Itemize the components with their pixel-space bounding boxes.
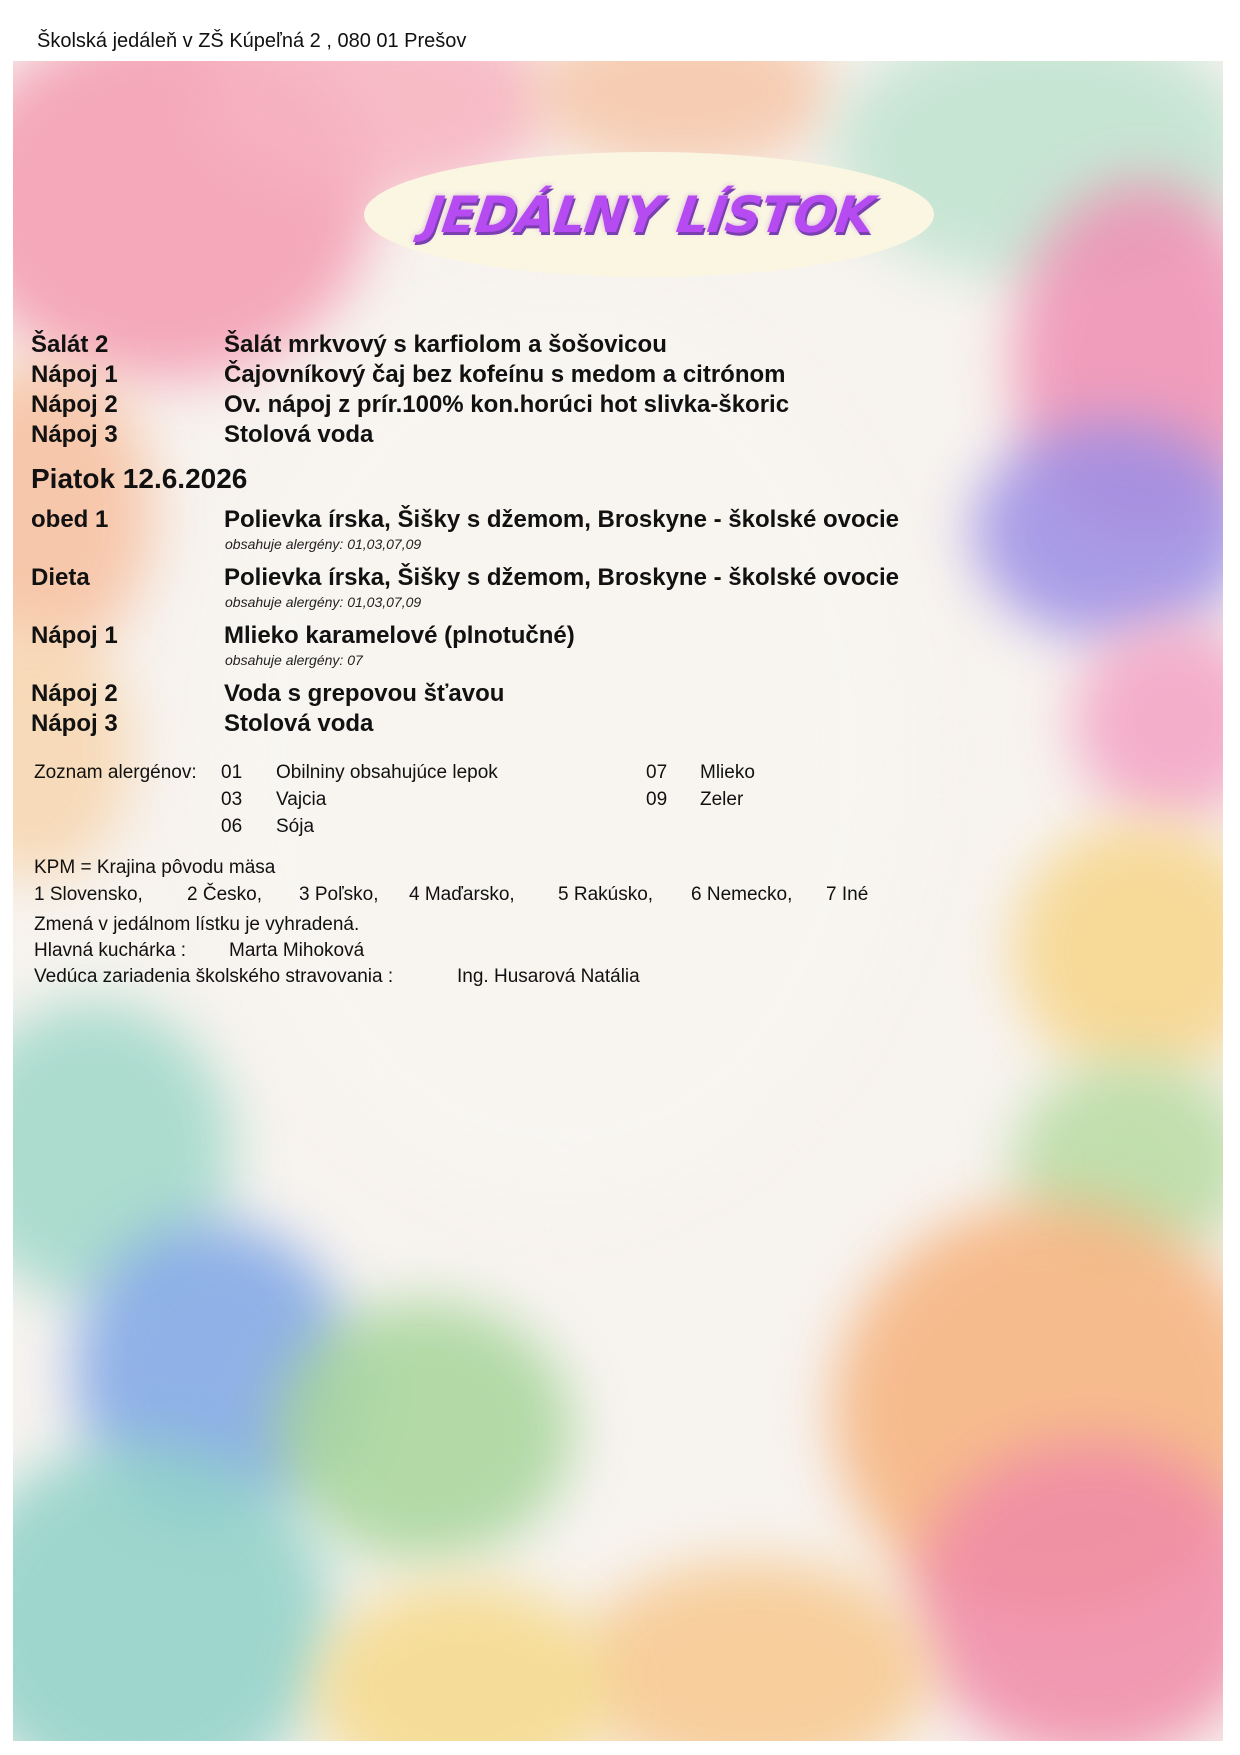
menu-value: Stolová voda [224, 710, 374, 737]
menu-label: Nápoj 2 [31, 680, 118, 707]
allergen-code: 01 [221, 762, 243, 783]
menu-label: Nápoj 2 [31, 391, 118, 418]
kpm-country: 3 Poľsko, [299, 884, 379, 905]
allergen-code: 09 [646, 789, 668, 810]
allergen-code: 03 [221, 789, 243, 810]
menu-value: Mlieko karamelové (plnotučné) [224, 622, 575, 649]
allergen-code: 06 [221, 816, 243, 837]
title-banner [364, 152, 934, 277]
menu-value: Polievka írska, Šišky s džemom, Broskyne - školské ovocie [224, 506, 900, 533]
day-title: Piatok 12.6.2026 [31, 463, 248, 494]
allergen-name: Obilniny obsahujúce lepok [276, 762, 498, 783]
menu-label: obed 1 [31, 506, 109, 533]
menu-value: Voda s grepovou šťavou [224, 680, 505, 707]
menu-value: Stolová voda [224, 421, 374, 448]
menu-value: Polievka írska, Šišky s džemom, Broskyne - školské ovocie [224, 564, 900, 591]
cook-label: Hlavná kuchárka : [34, 940, 187, 961]
allergen-name: Mlieko [700, 762, 755, 783]
kpm-country: 7 Iné [826, 884, 869, 905]
allergen-name: Vajcia [276, 789, 327, 810]
kpm-title: KPM = Krajina pôvodu mäsa [34, 857, 276, 878]
kpm-country: 6 Nemecko, [691, 884, 793, 905]
menu-label: Dieta [31, 564, 90, 591]
menu-value: Čajovníkový čaj bez kofeínu s medom a citrónom [224, 361, 786, 388]
allergen-note: obsahuje alergény: 01,03,07,09 [225, 594, 422, 610]
manager-label: Vedúca zariadenia školského stravovania : [34, 966, 394, 987]
manager-name: Ing. Husarová Natália [457, 966, 640, 987]
menu-label: Nápoj 1 [31, 622, 118, 649]
kpm-country: 1 Slovensko, [34, 884, 143, 905]
allergen-note: obsahuje alergény: 01,03,07,09 [225, 536, 422, 552]
menu-value: Šalát mrkvový s karfiolom a šošovicou [224, 331, 667, 358]
menu-label: Nápoj 1 [31, 361, 118, 388]
menu-value: Ov. nápoj z prír.100% kon.horúci hot slivka-škoric [224, 391, 790, 418]
school-header: Školská jedáleň v ZŠ Kúpeľná 2 , 080 01 Prešov [37, 30, 467, 52]
kpm-country: 2 Česko, [187, 884, 262, 905]
menu-label: Šalát 2 [31, 331, 109, 358]
menu-label: Nápoj 3 [31, 710, 118, 737]
kpm-country: 4 Maďarsko, [409, 884, 515, 905]
change-note: Zmená v jedálnom lístku je vyhradená. [34, 914, 360, 935]
kpm-country: 5 Rakúsko, [558, 884, 654, 905]
allergen-code: 07 [646, 762, 668, 783]
page-title: JEDÁLNY LÍSTOK [420, 185, 878, 244]
allergen-name: Sója [276, 816, 315, 837]
menu-label: Nápoj 3 [31, 421, 118, 448]
allergen-list-label: Zoznam alergénov: [34, 762, 197, 783]
cook-name: Marta Mihoková [229, 940, 365, 961]
allergen-note: obsahuje alergény: 07 [225, 652, 363, 668]
allergen-name: Zeler [700, 789, 744, 810]
